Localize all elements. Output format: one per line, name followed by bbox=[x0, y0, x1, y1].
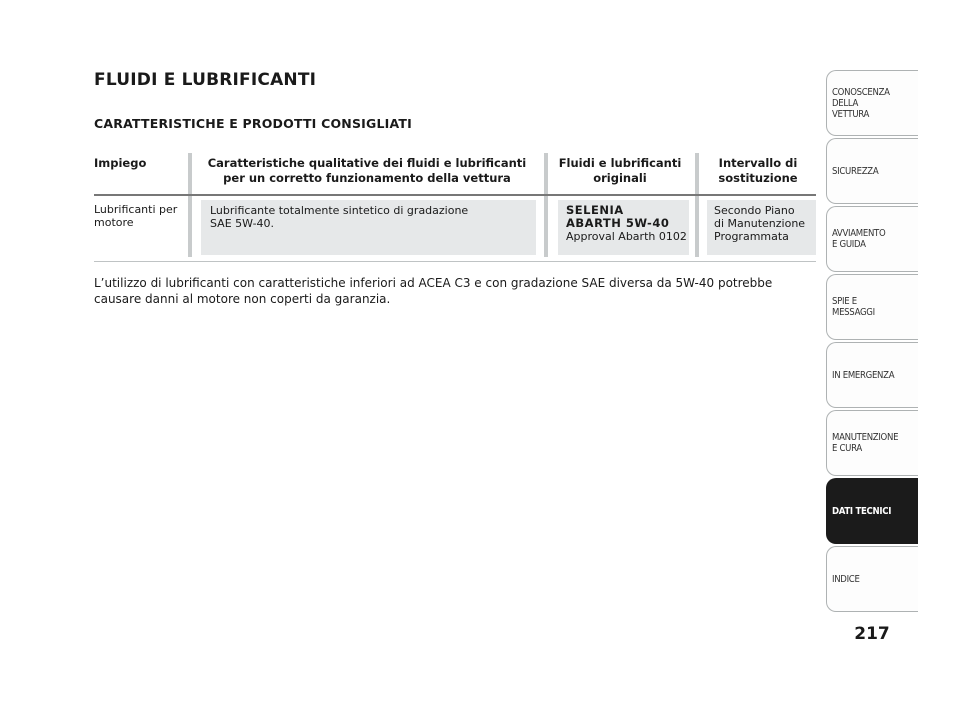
tab-label: MANUTENZIONE E CURA bbox=[832, 432, 899, 454]
table-bottom-rule bbox=[94, 261, 816, 262]
chapter-tabs bbox=[826, 70, 918, 614]
tab-label: INDICE bbox=[832, 573, 860, 585]
table-header-fluidi-originali: Fluidi e lubrificanti originali bbox=[558, 156, 682, 185]
tab-sicurezza[interactable] bbox=[826, 138, 918, 204]
table-header-caratteristiche: Caratteristiche qualitative dei fluidi e lubrificanti per un corretto funzionamento della vettura bbox=[207, 156, 527, 185]
tab-avviamento-guida[interactable] bbox=[826, 206, 918, 272]
tab-label: SICUREZZA bbox=[832, 165, 879, 177]
table-header-impiego: Impiego bbox=[94, 156, 147, 170]
column-divider bbox=[188, 153, 192, 257]
cell-use: Lubrificanti per motore bbox=[94, 203, 178, 229]
product-approval: Approval Abarth 0102 bbox=[566, 230, 687, 243]
tab-in-emergenza[interactable] bbox=[826, 342, 918, 408]
section-subtitle: CARATTERISTICHE E PRODOTTI CONSIGLIATI bbox=[94, 116, 412, 131]
column-divider bbox=[695, 153, 699, 257]
cell-characteristics bbox=[201, 200, 536, 255]
page-title: FLUIDI E LUBRIFICANTI bbox=[94, 70, 317, 90]
product-text bbox=[558, 200, 689, 243]
column-divider bbox=[544, 153, 548, 257]
tab-label: DATI TECNICI bbox=[832, 505, 892, 517]
tab-label: IN EMERGENZA bbox=[832, 369, 895, 381]
tab-label: SPIE E MESSAGGI bbox=[832, 296, 875, 318]
cell-product bbox=[558, 200, 689, 255]
tab-label: CONOSCENZA DELLA VETTURA bbox=[832, 86, 890, 120]
warning-note: L’utilizzo di lubrificanti con caratteristiche inferiori ad ACEA C3 e con gradazione SAE diversa da 5W-40 potrebbe causare danni al motore non coperti da garanzia. bbox=[94, 276, 773, 306]
tab-spie-messaggi[interactable] bbox=[826, 274, 918, 340]
table-header-intervallo: Intervallo di sostituzione bbox=[718, 156, 798, 185]
product-brand: SELENIA bbox=[566, 203, 624, 217]
characteristics-text: Lubrificante totalmente sintetico di gradazione SAE 5W-40. bbox=[210, 204, 469, 230]
tab-conoscenza-vettura[interactable] bbox=[826, 70, 918, 136]
tab-dati-tecnici[interactable] bbox=[826, 478, 918, 544]
tab-manutenzione-cura[interactable] bbox=[826, 410, 918, 476]
interval-text: Secondo Piano di Manutenzione Programmata bbox=[714, 204, 806, 243]
tab-label: AVVIAMENTO E GUIDA bbox=[832, 228, 886, 250]
header-rule bbox=[94, 194, 816, 196]
page-number: 217 bbox=[854, 624, 890, 644]
cell-interval bbox=[707, 200, 816, 255]
tab-indice[interactable] bbox=[826, 546, 918, 612]
product-grade: ABARTH 5W-40 bbox=[566, 216, 670, 230]
